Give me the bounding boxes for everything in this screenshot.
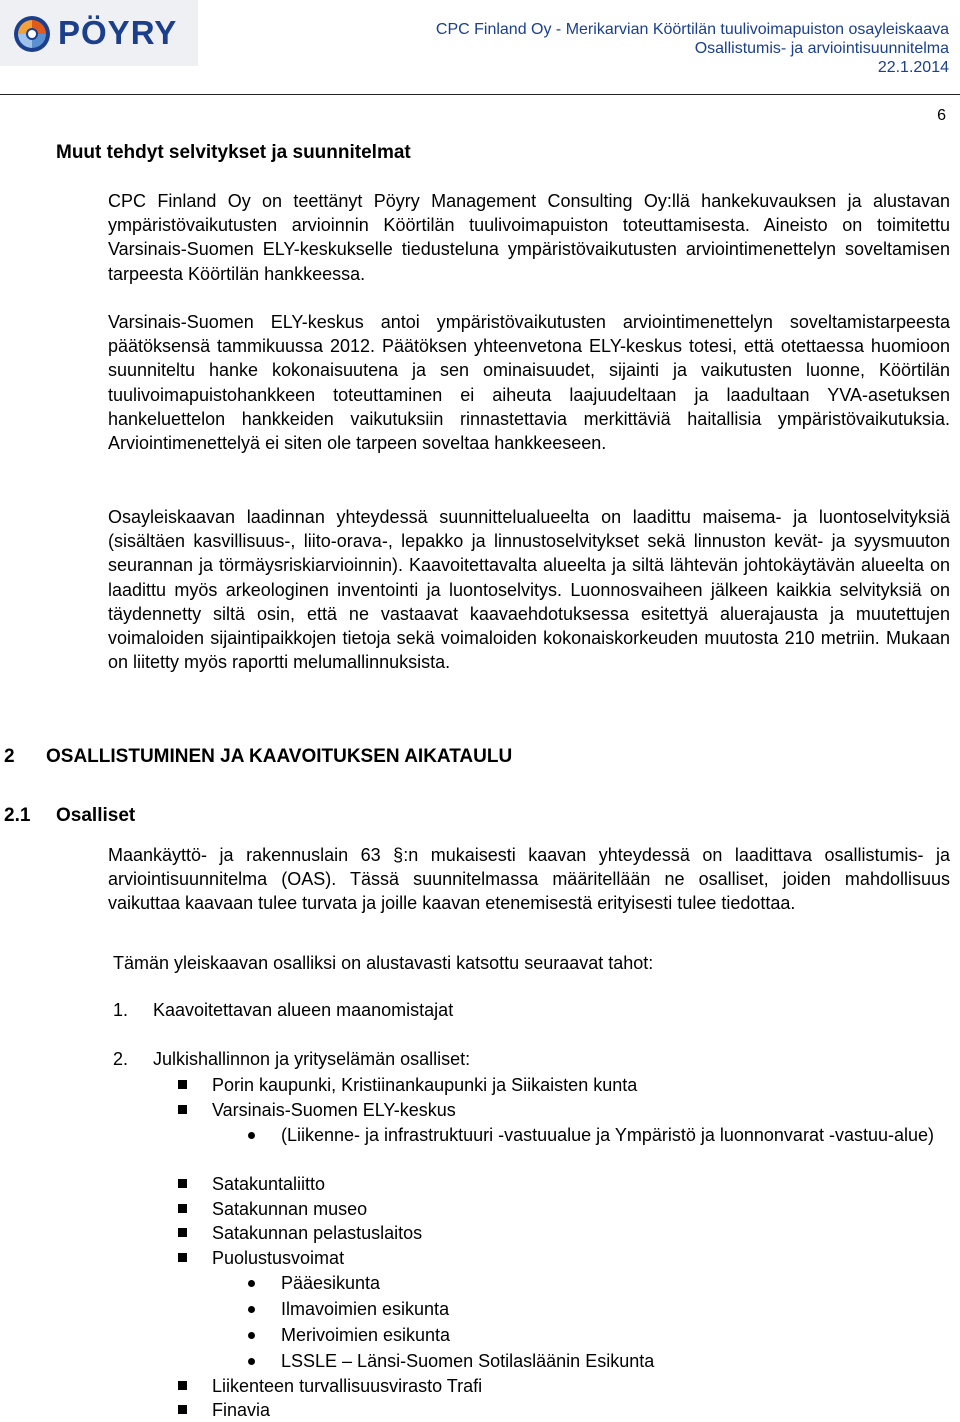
party-subitem-text: Merivoimien esikunta (281, 1325, 451, 1345)
square-bullet-icon (178, 1381, 187, 1390)
section-number: 2 (4, 746, 15, 767)
party-subitem-text: LSSLE – Länsi-Suomen Sotilasläänin Esikunta (281, 1351, 655, 1371)
party-subitem-text: (Liikenne- ja infrastruktuuri -vastuualue ja Ympäristö ja luonnonvarat -vastuu-alue) (281, 1125, 935, 1145)
party-subitem-text: Pääesikunta (281, 1273, 381, 1293)
parties-lead: Tämän yleiskaavan osalliksi on alustavasti katsottu seuraavat tahot: (113, 953, 654, 973)
document-header (436, 20, 949, 77)
list-text: Julkishallinnon ja yrityselämän osalliset: (153, 1049, 471, 1069)
square-bullet-icon (178, 1253, 187, 1262)
party-text: Puolustusvoimat (212, 1248, 345, 1268)
round-bullet-icon (248, 1132, 255, 1139)
page-number: 6 (937, 107, 946, 124)
header-title: CPC Finland Oy - Merikarvian Köörtilän tuulivoimapuiston osayleiskaava (435, 21, 949, 38)
header-date: 22.1.2014 (877, 59, 949, 76)
party-text: Porin kaupunki, Kristiinankaupunki ja Siikaisten kunta (212, 1075, 638, 1095)
list-text: Kaavoitettavan alueen maanomistajat (153, 1000, 454, 1020)
list-number: 2. (113, 1049, 129, 1069)
poyry-logo-icon (12, 14, 52, 54)
square-bullet-icon (178, 1105, 187, 1114)
round-bullet-icon (248, 1306, 255, 1313)
party-text: Satakunnan museo (212, 1199, 368, 1219)
header-subtitle: Osallistumis- ja arviointisuunnitelma (694, 40, 949, 57)
section-heading-other-studies: Muut tehdyt selvitykset ja suunnitelmat (56, 142, 411, 163)
paragraph-surveys: Osayleiskaavan laadinnan yhteydessä suunnittelualueelta on laadittu maisema- ja luontoselvityksiä (sisältäen kasvillisuus-, liito-orava-, lepakko ja linnustoselvitykset sekä linnuston kevät- ja syysmuuton seurannan ja törmäysriskiarvioinnin). Kaavoitettavalta alueelta ja siltä lähtevän johtokäytävän alueelta on laadittu myös arkeologinen inventointi ja luontoselvitys. Luonnosvaiheen jälkeen kaikkia selvityksiä on täydennetty siltä osin, että ne vastaavat kaavaehdotuksessa esitettyä aluerajausta ja muutettujen voimaloiden sijaintipaikkojen tietoja sekä voimaloiden kokonaiskorkeuden muutosta 210 metriin. Mukaan on liitetty myös raportti melumallinnuksista. (108, 507, 950, 673)
party-text: Varsinais-Suomen ELY-keskus (212, 1100, 456, 1120)
square-bullet-icon (178, 1405, 187, 1414)
list-number: 1. (113, 1000, 129, 1020)
square-bullet-icon (178, 1179, 187, 1188)
square-bullet-icon (178, 1204, 187, 1213)
section-title: OSALLISTUMINEN JA KAAVOITUKSEN AIKATAULU (46, 746, 513, 767)
party-text: Satakuntaliitto (212, 1174, 326, 1194)
party-text: Satakunnan pelastuslaitos (212, 1223, 423, 1243)
round-bullet-icon (248, 1332, 255, 1339)
paragraph-cpc-study: CPC Finland Oy on teettänyt Pöyry Management Consulting Oy:llä hankekuvauksen ja alustavan ympäristövaikutusten arvioinnin Köörtilän tuulivoimapuiston toteuttamisesta. Aineisto on toimitettu Varsinais-Suomen ELY-keskukselle tiedusteluna ympäristövaikutusten arviointimenettelyn soveltamisen tarpeesta Köörtilän hankkeessa. (108, 191, 950, 284)
round-bullet-icon (248, 1280, 255, 1287)
paragraph-mrl-63: Maankäyttö- ja rakennuslain 63 §:n mukaisesti kaavan yhteydessä on laadittava osallistumis- ja arviointisuunnitelma (OAS). Tässä suunnitelmassa määritellään ne osalliset, joiden mahdollisuus vaikuttaa kaavaan tulee turvata ja joille kaavan etenemisestä erityisesti tulee tiedottaa. (108, 845, 950, 914)
logo-wordmark: PÖYRY (58, 14, 178, 51)
square-bullet-icon (178, 1228, 187, 1237)
subsection-number: 2.1 (4, 805, 31, 826)
square-bullet-icon (178, 1080, 187, 1089)
subsection-title: Osalliset (56, 805, 136, 826)
round-bullet-icon (248, 1358, 255, 1365)
company-logo (0, 0, 198, 66)
paragraph-ely-decision: Varsinais-Suomen ELY-keskus antoi ympäristövaikutusten arviointimenettelyn soveltamistarpeesta päätöksensä tammikuussa 2012. Päätöksen yhteenvetona ELY-keskus totesi, että otettaessa huomioon suunniteltu hanke kokonaisuutena ja sen ominaisuudet, sijainti ja vaikutusten luonne, Köörtilän tuulivoimapuistohankkeen toteuttaminen ei aiheuta laajuudeltaan ja laadultaan YVA-asetuksen hankeluettelon hankkeiden vaikutuksiin rinnastettavia merkittäviä haitallisia ympäristövaikutuksia. Arviointimenettelyä ei siten ole tarpeen soveltaa hankkeeseen. (108, 312, 950, 454)
party-text: Liikenteen turvallisuusvirasto Trafi (212, 1376, 483, 1396)
party-subitem-text: Ilmavoimien esikunta (281, 1299, 450, 1319)
party-text: Finavia (212, 1400, 271, 1420)
header-divider (0, 94, 960, 95)
